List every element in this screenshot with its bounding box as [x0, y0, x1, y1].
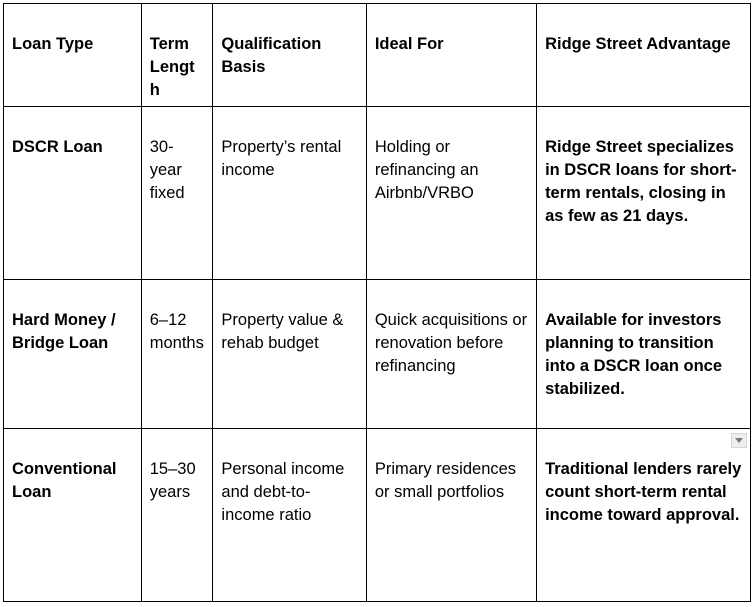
header-ideal-for[interactable]: Ideal For	[366, 4, 536, 107]
cell-ideal-for[interactable]: Holding or refinancing an Airbnb/VRBO	[366, 107, 536, 280]
cell-term-length[interactable]: 30-year fixed	[141, 107, 213, 280]
header-row	[4, 4, 751, 107]
header-loan-type[interactable]: Loan Type	[4, 4, 142, 107]
cell-qualification-basis[interactable]: Property’s rental income	[213, 107, 366, 280]
cell-term-length[interactable]: 6–12 months	[141, 280, 213, 429]
table-row	[4, 429, 751, 602]
cell-advantage-active[interactable]	[537, 429, 751, 602]
header-qualification-basis[interactable]: Qualification Basis	[213, 4, 366, 107]
table-row	[4, 280, 751, 429]
cell-ideal-for[interactable]: Primary residences or small portfolios	[366, 429, 536, 602]
cell-advantage[interactable]: Ridge Street specializes in DSCR loans for short-term rentals, closing in as few as 21 days.	[537, 107, 751, 280]
cell-loan-type[interactable]: Hard Money / Bridge Loan	[4, 280, 142, 429]
cell-ideal-for[interactable]: Quick acquisitions or renovation before refinancing	[366, 280, 536, 429]
cell-loan-type[interactable]: Conventional Loan	[4, 429, 142, 602]
header-advantage[interactable]: Ridge Street Advantage	[537, 4, 751, 107]
cell-term-length[interactable]: 15–30 years	[141, 429, 213, 602]
cell-qualification-basis[interactable]: Personal income and debt-to-income ratio	[213, 429, 366, 602]
table-row	[4, 107, 751, 280]
cell-loan-type[interactable]: DSCR Loan	[4, 107, 142, 280]
cell-advantage-text: Traditional lenders rarely count short-term rental income toward approval.	[545, 460, 742, 524]
header-term-length[interactable]: Term Length	[141, 4, 213, 107]
loan-comparison-table	[3, 3, 751, 602]
dropdown-triangle-icon[interactable]	[731, 433, 747, 448]
cell-advantage[interactable]: Available for investors planning to transition into a DSCR loan once stabilized.	[537, 280, 751, 429]
cell-qualification-basis[interactable]: Property value & rehab budget	[213, 280, 366, 429]
